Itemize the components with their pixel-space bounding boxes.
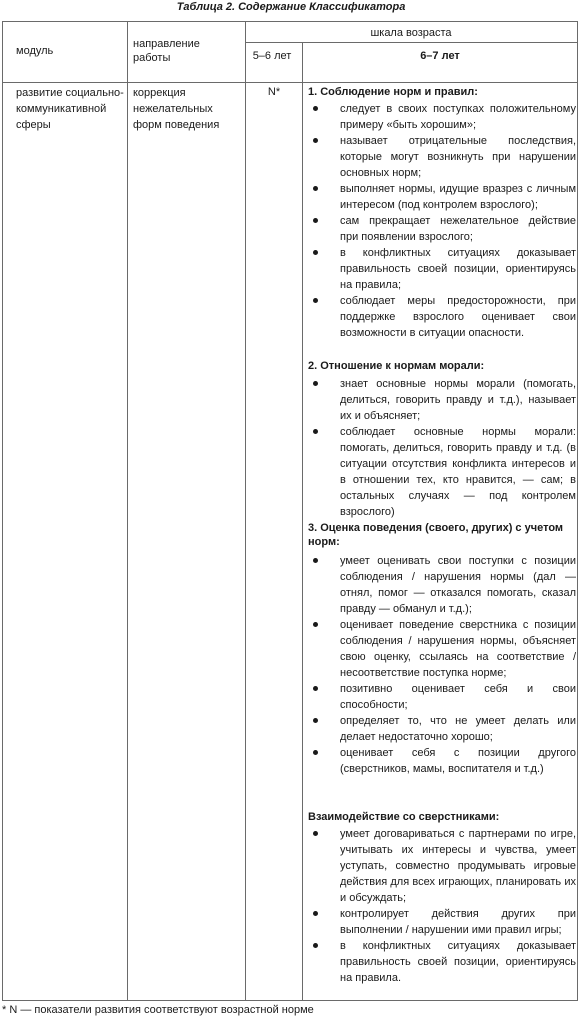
header-direction: направление работы (133, 38, 200, 64)
list-item: соблюдает меры предосторожности, при поддержке взрослого оценивает свои возможности в ситуации опасности. (308, 293, 576, 341)
section-title-evaluation: 3. Оценка поведения (своего, других) с учетом норм: (308, 522, 564, 548)
table-bottom-border (2, 1000, 578, 1001)
header-bottom-border (2, 82, 578, 83)
list-item: в конфликтных ситуациях доказывает правильность своей позиции, ориентируясь на правила; (308, 245, 576, 293)
list-item: соблюдает основные нормы морали: помогать, делиться, говорить правду и т.д. (в ситуации отсутствия конфликта интересов и в отношении тех, кто нравится, — сам; в остальных случаях — под контролем взрослого) (308, 424, 576, 520)
table-right-border (577, 21, 578, 1001)
list-item: называет отрицательные последствия, которые могут возникнуть при нарушении основных норм; (308, 133, 576, 181)
header-module: модуль (16, 45, 54, 57)
section-list-evaluation (308, 553, 576, 777)
row-direction: коррекция нежелательных форм поведения (133, 87, 220, 131)
list-item: умеет договариваться с партнерами по игре, учитывать их интересы и чувства, умеет уступать, совместно продумывать игровые действия для всех играющих, планировать их и обсуждать; (308, 826, 576, 906)
header-age-5-6: 5–6 лет (252, 50, 292, 62)
table-left-border (2, 21, 3, 1001)
list-item: оценивает поведение сверстника с позиции соблюдения / нарушения нормы, объясняет свою оценку, ссылаясь на соответствие / несоответствие поступка норме; (308, 617, 576, 681)
list-item: оценивает себя с позиции другого (сверстников, мамы, воспитателя и т.д.) (308, 745, 576, 777)
list-item: позитивно оценивает себя и свои способности; (308, 681, 576, 713)
section-list-morals (308, 376, 576, 520)
column-divider-2 (245, 21, 246, 1001)
section-title-morals: 2. Отношение к нормам морали: (308, 360, 485, 372)
list-item: выполняет нормы, идущие вразрез с личным интересом (под контролем взрослого); (308, 181, 576, 213)
table-top-border (2, 21, 578, 22)
row-mark-5-6: N* (267, 86, 281, 98)
header-age-6-7: 6–7 лет (420, 50, 460, 62)
list-item: сам прекращает нежелательное действие при появлении взрослого; (308, 213, 576, 245)
list-item: определяет то, что не умеет делать или делает недостаточно хорошо; (308, 713, 576, 745)
row-module: развитие социально-коммуникативной сферы (16, 87, 124, 131)
section-list-norms (308, 101, 576, 341)
column-divider-1 (127, 21, 128, 1001)
list-item: умеет оценивать свои поступки с позиции соблюдения / нарушения нормы (дал — отнял, помог — отказался помогать, сказал правду — обманул и т.д.); (308, 553, 576, 617)
footnote: * N — показатели развития соответствуют возрастной норме (2, 1004, 314, 1016)
header-age-scale: шкала возраста (370, 27, 452, 39)
section-title-peers: Взаимодействие со сверстниками: (308, 811, 500, 823)
list-item: контролирует действия других при выполнении / нарушении ими правил игры; (308, 906, 576, 938)
section-title-norms: 1. Соблюдение норм и правил: (308, 86, 478, 98)
list-item: следует в своих поступках положительному примеру «быть хорошим»; (308, 101, 576, 133)
table-caption: Таблица 2. Содержание Классификатора (176, 1, 406, 13)
section-list-peers (308, 826, 576, 986)
list-item: в конфликтных ситуациях доказывает правильность своей позиции, ориентируясь на правила. (308, 938, 576, 986)
column-divider-3 (302, 42, 303, 1000)
list-item: знает основные нормы морали (помогать, делиться, говорить правду и т.д.), называет их и объясняет; (308, 376, 576, 424)
scale-subheader-border (245, 42, 578, 43)
